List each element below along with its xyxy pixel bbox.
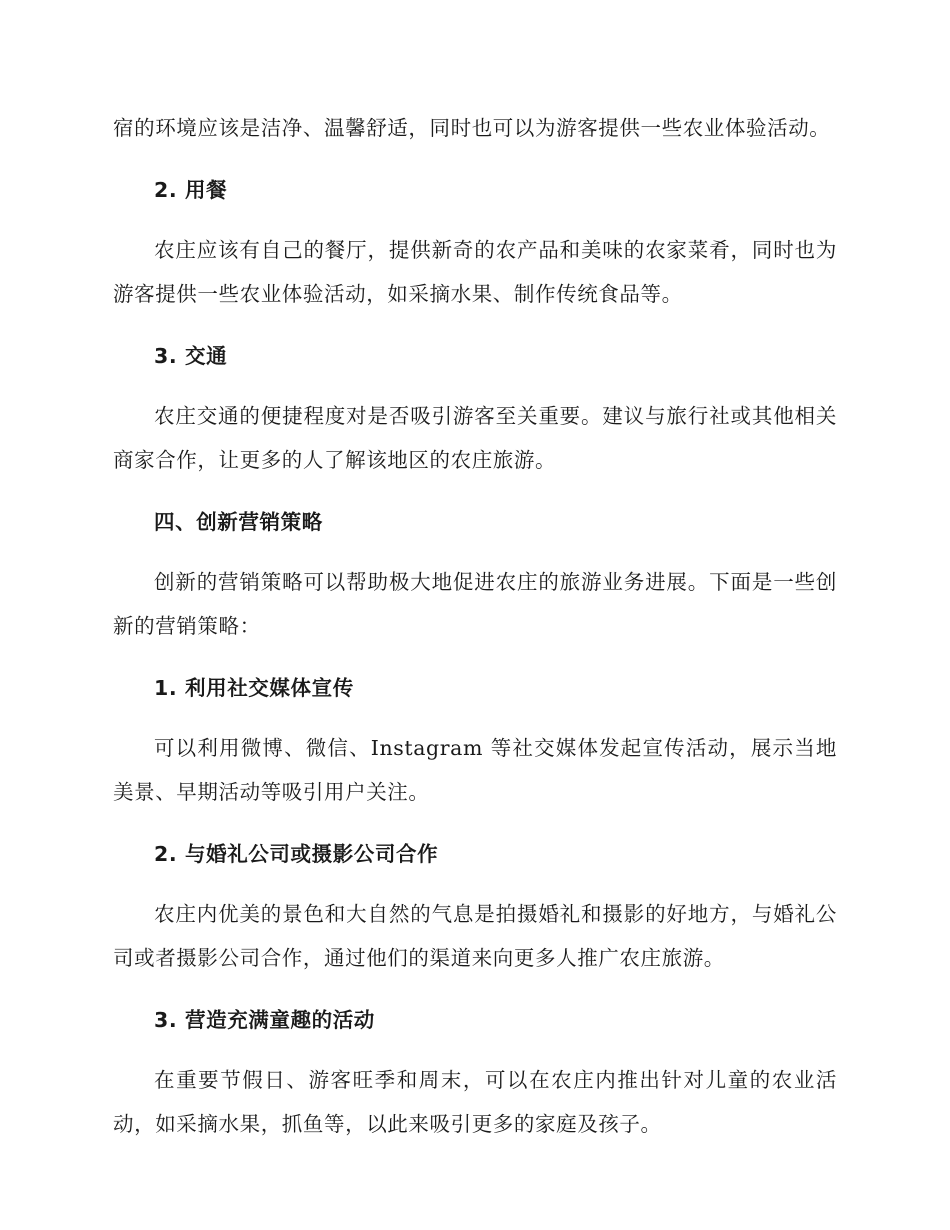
paragraph-dining: 农庄应该有自己的餐厅，提供新奇的农产品和美味的农家菜肴，同时也为游客提供一些农业体验活动，如采摘水果、制作传统食品等。	[113, 238, 837, 306]
paragraph-social-media: 可以利用微博、微信、Instagram 等社交媒体发起宣传活动，展示当地美景、早期活动等吸引用户关注。	[113, 736, 837, 804]
document-body	[113, 106, 837, 1164]
paragraph-lodging-continued: 宿的环境应该是洁净、温馨舒适，同时也可以为游客提供一些农业体验活动。	[113, 116, 831, 140]
paragraph-transport: 农庄交通的便捷程度对是否吸引游客至关重要。建议与旅行社或其他相关商家合作，让更多的人了解该地区的农庄旅游。	[113, 404, 837, 472]
heading-transport: 3. 交通	[154, 344, 228, 368]
heading-dining: 2. 用餐	[154, 178, 228, 202]
heading-children-activities: 3. 营造充满童趣的活动	[154, 1008, 375, 1032]
heading-social-media: 1. 利用社交媒体宣传	[154, 676, 354, 700]
paragraph-innovative-marketing: 创新的营销策略可以帮助极大地促进农庄的旅游业务进展。下面是一些创新的营销策略：	[113, 570, 837, 638]
heading-innovative-marketing: 四、创新营销策略	[154, 510, 323, 534]
paragraph-children-activities: 在重要节假日、游客旺季和周末，可以在农庄内推出针对儿童的农业活动，如采摘水果，抓鱼等，以此来吸引更多的家庭及孩子。	[113, 1068, 837, 1136]
heading-wedding-photography: 2. 与婚礼公司或摄影公司合作	[154, 842, 439, 866]
paragraph-wedding-photography: 农庄内优美的景色和大自然的气息是拍摄婚礼和摄影的好地方，与婚礼公司或者摄影公司合作，通过他们的渠道来向更多人推广农庄旅游。	[113, 902, 837, 970]
